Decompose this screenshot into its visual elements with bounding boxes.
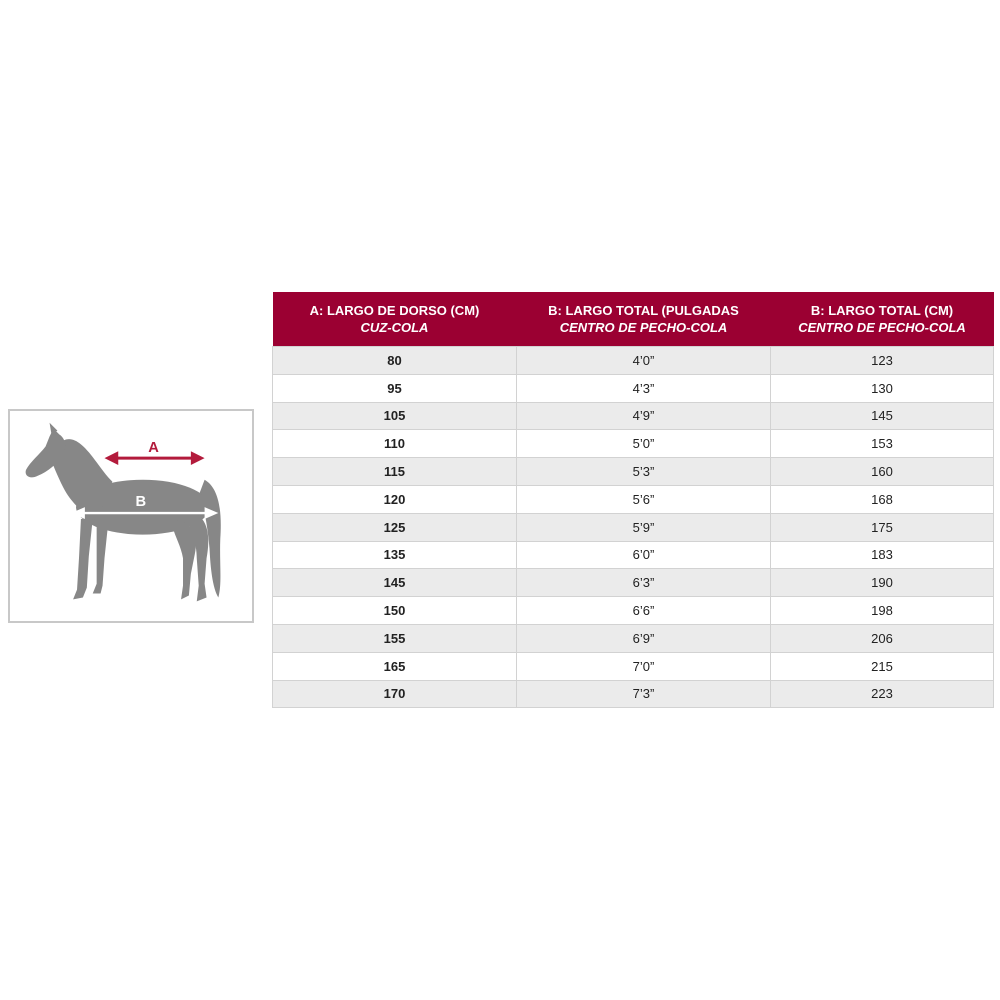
total-length-cm-cell: 130 <box>771 374 994 402</box>
total-length-cm-cell: 190 <box>771 569 994 597</box>
back-length-cell: 120 <box>273 485 517 513</box>
total-length-inches-cell: 4’3” <box>517 374 771 402</box>
table-row <box>273 374 994 402</box>
header-title: A: LARGO DE DORSO (CM) <box>309 303 480 318</box>
total-length-inches-cell: 6’6” <box>517 597 771 625</box>
label-b: B <box>135 494 147 511</box>
total-length-inches-cell: 7’0” <box>517 652 771 680</box>
header-title: B: LARGO TOTAL (CM) <box>810 303 954 318</box>
table-header <box>273 292 994 347</box>
header-back-length <box>273 292 517 347</box>
table-row <box>273 402 994 430</box>
horse-measurement-diagram <box>8 409 254 623</box>
back-length-cell: 80 <box>273 347 517 375</box>
back-length-cell: 155 <box>273 624 517 652</box>
back-length-cell: 135 <box>273 541 517 569</box>
table-row <box>273 513 994 541</box>
total-length-inches-cell: 4’0” <box>517 347 771 375</box>
size-chart-table <box>272 292 994 708</box>
total-length-inches-cell: 6’0” <box>517 541 771 569</box>
table-row <box>273 485 994 513</box>
total-length-inches-cell: 6’3” <box>517 569 771 597</box>
header-subtitle: CENTRO DE PECHO-COLA <box>798 320 966 335</box>
back-length-cell: 150 <box>273 597 517 625</box>
back-length-cell: 110 <box>273 430 517 458</box>
back-length-cell: 170 <box>273 680 517 708</box>
total-length-cm-cell: 145 <box>771 402 994 430</box>
total-length-inches-cell: 4’9” <box>517 402 771 430</box>
total-length-cm-cell: 153 <box>771 430 994 458</box>
header-subtitle: CUZ-COLA <box>360 320 429 335</box>
total-length-inches-cell: 5’9” <box>517 513 771 541</box>
total-length-cm-cell: 183 <box>771 541 994 569</box>
back-length-cell: 125 <box>273 513 517 541</box>
total-length-cm-cell: 160 <box>771 458 994 486</box>
table-body <box>273 347 994 708</box>
header-total-length-cm <box>771 292 994 347</box>
table-row <box>273 458 994 486</box>
back-length-cell: 115 <box>273 458 517 486</box>
back-length-cell: 145 <box>273 569 517 597</box>
total-length-inches-cell: 5’3” <box>517 458 771 486</box>
total-length-cm-cell: 168 <box>771 485 994 513</box>
back-length-cell: 105 <box>273 402 517 430</box>
header-total-length-inches <box>517 292 771 347</box>
label-a: A <box>148 440 159 457</box>
horse-illustration <box>10 411 252 621</box>
header-subtitle: CENTRO DE PECHO-COLA <box>559 320 728 335</box>
table-row <box>273 347 994 375</box>
header-title: B: LARGO TOTAL (PULGADAS <box>548 303 739 318</box>
back-length-cell: 95 <box>273 374 517 402</box>
table-row <box>273 430 994 458</box>
table-row <box>273 541 994 569</box>
total-length-cm-cell: 215 <box>771 652 994 680</box>
table-row <box>273 680 994 708</box>
total-length-cm-cell: 198 <box>771 597 994 625</box>
total-length-cm-cell: 223 <box>771 680 994 708</box>
back-length-cell: 165 <box>273 652 517 680</box>
total-length-inches-cell: 6’9” <box>517 624 771 652</box>
total-length-inches-cell: 5’6” <box>517 485 771 513</box>
total-length-inches-cell: 7’3” <box>517 680 771 708</box>
table-row <box>273 597 994 625</box>
table-row <box>273 652 994 680</box>
total-length-cm-cell: 123 <box>771 347 994 375</box>
total-length-cm-cell: 175 <box>771 513 994 541</box>
total-length-cm-cell: 206 <box>771 624 994 652</box>
table-row <box>273 624 994 652</box>
total-length-inches-cell: 5’0” <box>517 430 771 458</box>
table-row <box>273 569 994 597</box>
